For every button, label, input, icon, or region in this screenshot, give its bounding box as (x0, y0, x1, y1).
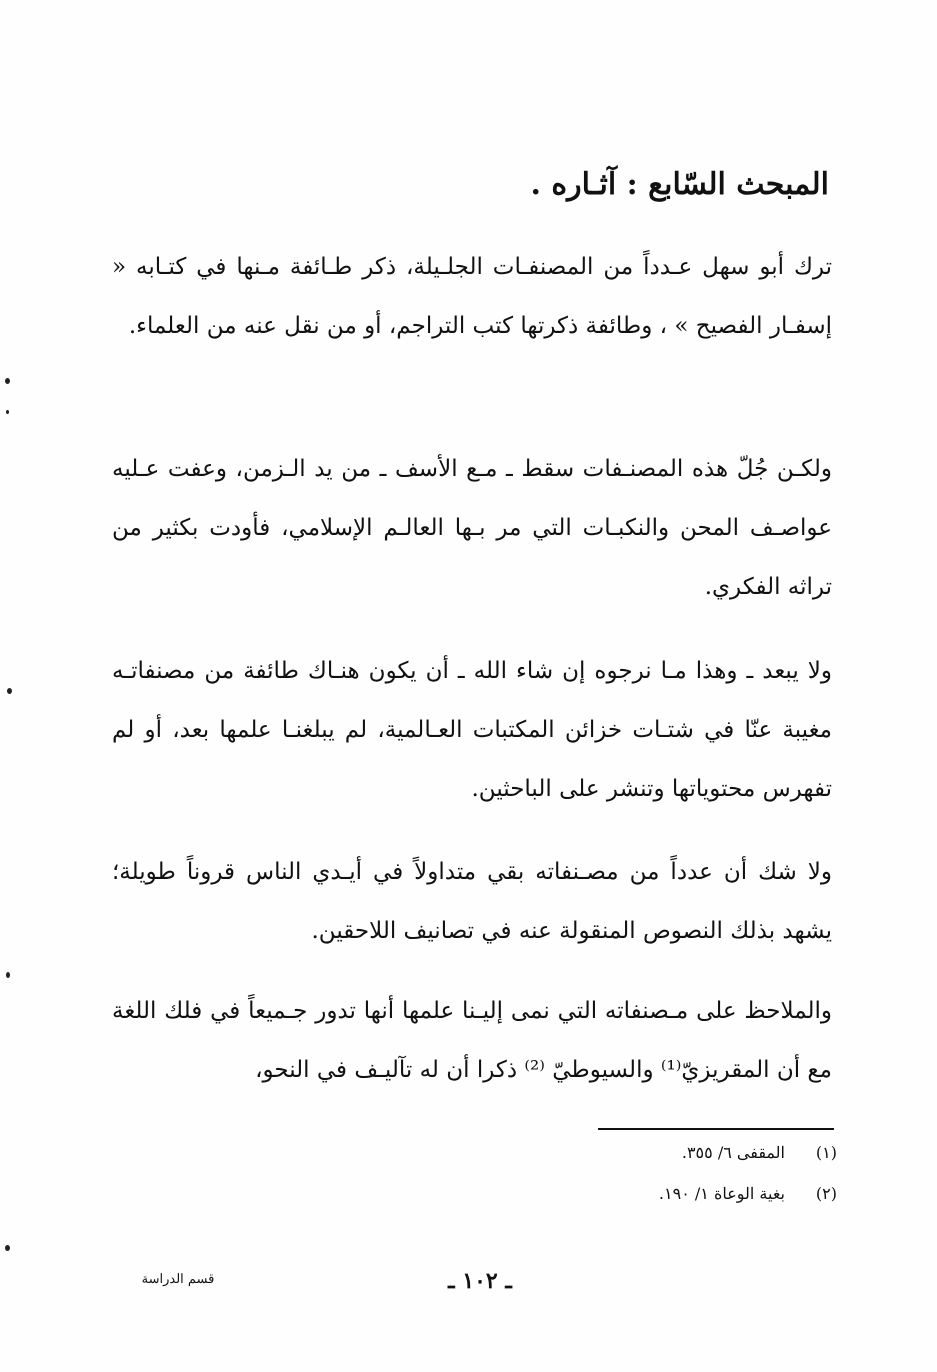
footnote-1-number: (١) (815, 1143, 837, 1162)
paragraph-2: ولكـن جُلّ هذه المصنـفات سقط ـ مـع الأسف ـ من يد الـزمن، وعفت عـليه عواصـف المحن والنكبـات التي مر بـها العالـم الإسلامي، فأودت بكثير من تراثه الفكري. (112, 456, 832, 600)
footnote-divider (598, 1128, 834, 1130)
margin-mark (5, 378, 10, 384)
section-heading: المبحث السّابع : آثـاره . (530, 167, 829, 202)
footnote-1-text: المقفى ٦/ ٣٥٥. (681, 1143, 785, 1162)
margin-mark (5, 1245, 10, 1251)
margin-mark (6, 410, 9, 414)
paragraph-3: ولا يبعد ـ وهذا مـا نرجوه إن شاء الله ـ أن يكون هنـاك طائفة من مصنفاتـه مغيبة عنّا في شتـات خزائن المكتبات العـالمية، لم يبلغنـا علمها بعد، أو لم تفهرس محتوياتها وتنشر على الباحثين. (112, 658, 832, 802)
margin-mark (6, 972, 10, 978)
section-label: قسم الدراسة (141, 1272, 215, 1287)
paragraph-4: ولا شك أن عدداً من مصـنفاته بقي متداولاً في أيـدي الناس قروناً طويلة؛ يشهد بذلك النصوص المنقولة عنه في تصانيف اللاحقين. (112, 859, 832, 944)
footnote-2-text: بغية الوعاة ١/ ١٩٠. (658, 1184, 785, 1203)
footnote-2-number: (٢) (815, 1184, 837, 1203)
footnote-1 (237, 1139, 837, 1167)
paragraph-5: والملاحظ على مـصنفاته التي نمى إليـنا علمها أنها تدور جـميعاً في فلك اللغة مع أن المقريزيّ⁽¹⁾ والسيوطيّ ⁽²⁾ ذكرا أن له تآليـف في النحو، (112, 998, 832, 1083)
margin-mark (7, 688, 12, 694)
footnote-2 (237, 1180, 837, 1208)
paragraph-1: ترك أبو سهل عـدداً من المصنفـات الجلـيلة، ذكر طـائفة مـنها في كتـابه « إسفـار الفصيح » ، وطائفة ذكرتها كتب التراجم، أو من نقل عنه من العلماء. (112, 254, 832, 339)
page-number: ـ ١٠٢ ـ (448, 1268, 512, 1294)
